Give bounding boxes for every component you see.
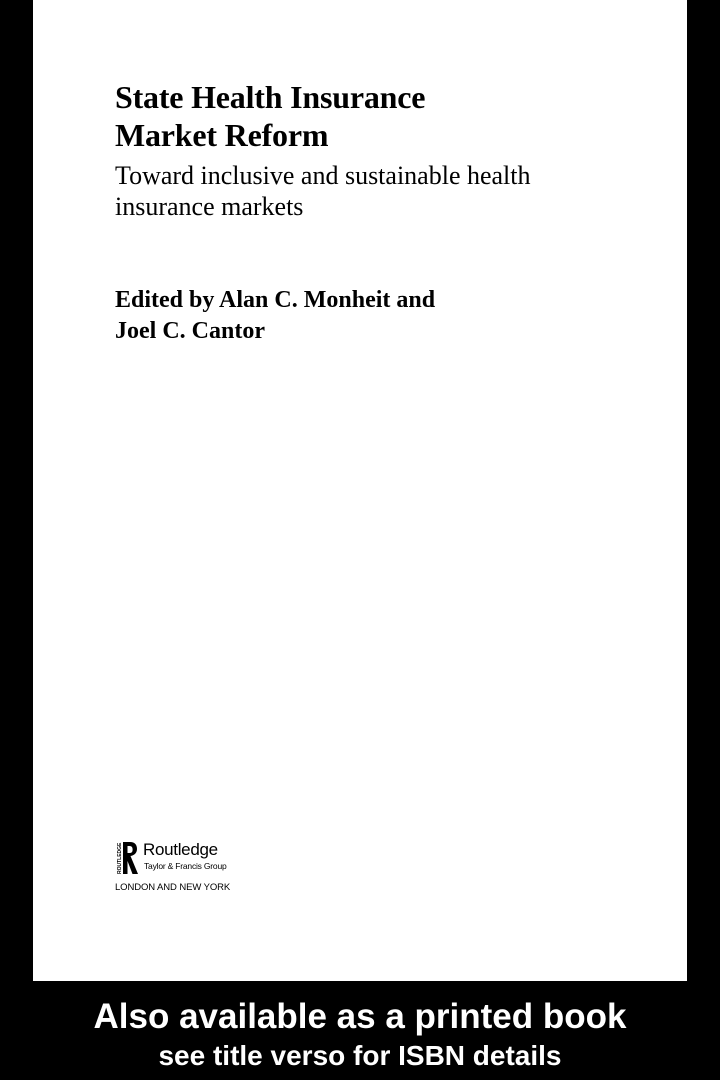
book-title-line-2: Market Reform	[115, 117, 329, 153]
banner-line-2: see title verso for ISBN details	[158, 1040, 562, 1071]
publisher-group: Taylor & Francis Group	[144, 861, 227, 871]
banner-line-1: Also available as a printed book	[93, 997, 627, 1036]
logo-side-text: ROUTLEDGE	[117, 842, 123, 874]
book-subtitle-line-1: Toward inclusive and sustainable health	[115, 161, 531, 190]
routledge-logo-icon	[115, 840, 139, 876]
publisher-name: Routledge	[143, 840, 218, 859]
publisher-imprint	[115, 838, 315, 898]
book-title-line-1: State Health Insurance	[115, 79, 426, 115]
editors-line-1: Edited by Alan C. Monheit and	[115, 287, 436, 313]
title-page	[33, 0, 687, 981]
publisher-cities: LONDON AND NEW YORK	[115, 882, 231, 893]
print-availability-banner	[0, 981, 720, 1080]
editors-line-2: Joel C. Cantor	[115, 318, 265, 344]
book-title	[115, 78, 425, 154]
editors	[115, 285, 435, 347]
book-subtitle-line-2: insurance markets	[115, 192, 304, 221]
book-subtitle	[115, 160, 531, 222]
